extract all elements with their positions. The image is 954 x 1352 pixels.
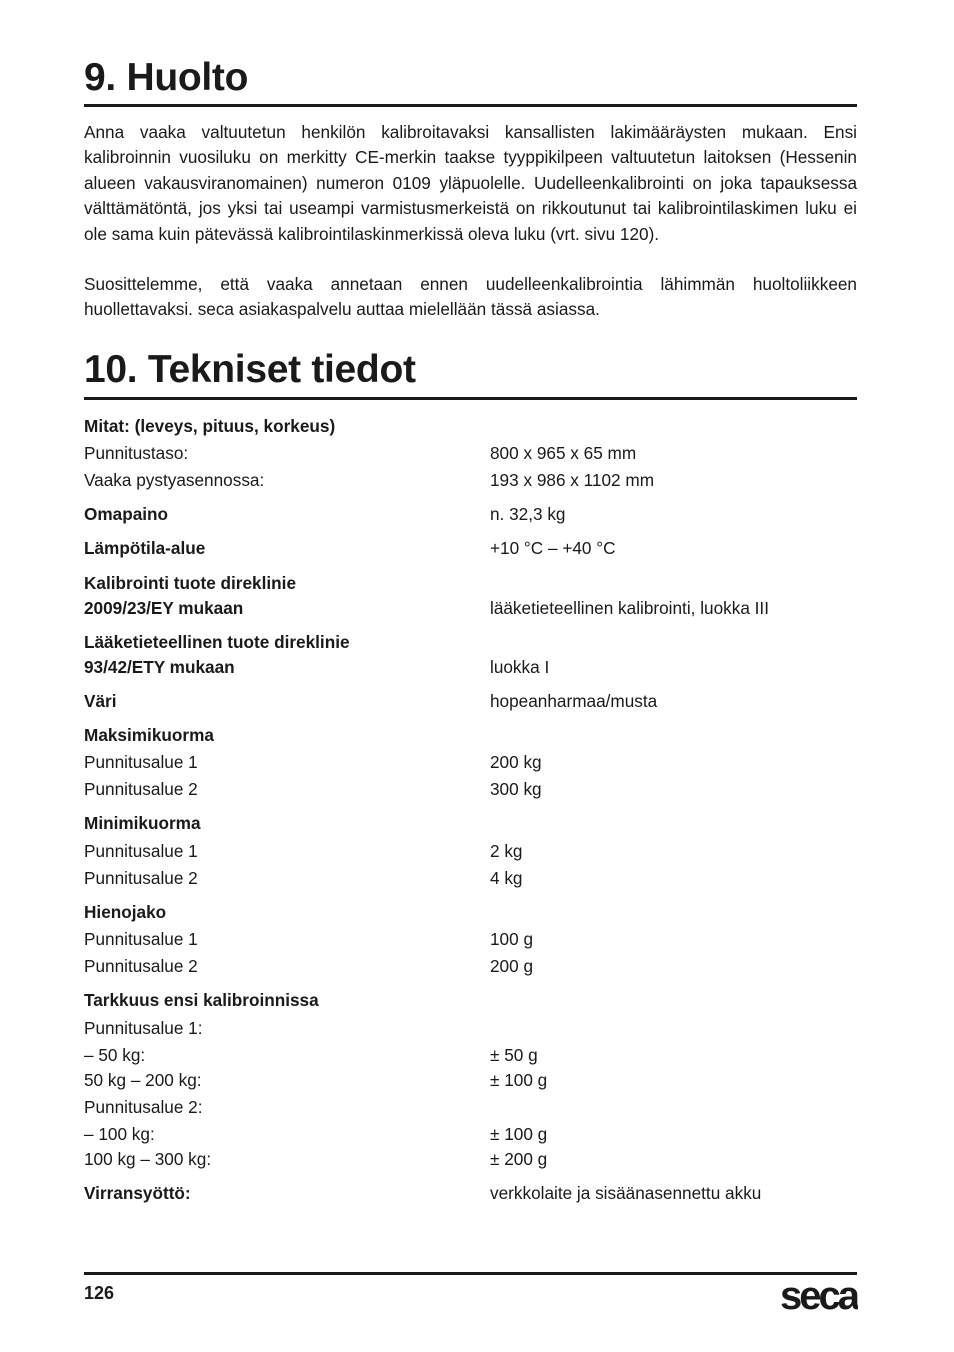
spec-value-tark-r1b: ± 100 g — [490, 1070, 548, 1090]
spec-value-punnitustaso: 800 x 965 x 65 mm — [490, 443, 637, 463]
spec-label-max-r2: Punnitusalue 2 — [84, 779, 198, 799]
spec-label-max-r1: Punnitusalue 1 — [84, 752, 198, 772]
section-9-paragraph-2: Suosittelemme, että vaaka annetaan ennen uudelleenkalibrointia lähimmän huoltoliikkeen huollettavaksi. seca asiakaspalvelu auttaa mielellään tässä asiassa. — [84, 274, 857, 320]
section-9-paragraph-1: Anna vaaka valtuutetun henkilön kalibroitavaksi kansallisten lakimääräysten mukaan. Ensi kalibroinnin vuosiluku on merkitty CE-merkin taakse tyyppikilpeen valtuutetun laitoksen (Hessenin alueen vakausviranomainen) numeron 0109 yläpuolelle. Uudelleenkalibrointi on joka tapauksessa välttämätöntä, jos yksi tai useampi varmistusmerkeistä on rikkoutunut tai kalibrointilaskimen luku ei ole sama kuin pätevässä kalibrointilaskinmerkissä oleva luku (vrt. sivu 120). — [84, 122, 857, 244]
spec-heading-minimikuorma: Minimikuorma — [84, 813, 201, 833]
spec-value-vari: hopeanharmaa/musta — [490, 691, 658, 711]
section-10-title: 10. Tekniset tiedot — [84, 348, 416, 391]
spec-value-tark-r2b: ± 200 g — [490, 1149, 548, 1169]
spec-value-lampotila: +10 °C – +40 °C — [490, 538, 616, 558]
seca-logo — [778, 1273, 858, 1313]
spec-label-laaketiet-2: 93/42/ETY mukaan — [84, 657, 235, 677]
spec-label-hieno-r1: Punnitusalue 1 — [84, 929, 198, 949]
spec-value-max-r2: 300 kg — [490, 779, 542, 799]
spec-value-hieno-r1: 100 g — [490, 929, 534, 949]
spec-label-tark-r1b: 50 kg – 200 kg: — [84, 1070, 202, 1090]
spec-heading-maksimikuorma: Maksimikuorma — [84, 725, 214, 745]
spec-value-omapaino: n. 32,3 kg — [490, 504, 566, 524]
footer-rule — [84, 1272, 857, 1275]
spec-value-hieno-r2: 200 g — [490, 956, 534, 976]
spec-label-min-r2: Punnitusalue 2 — [84, 868, 198, 888]
spec-label-pysty: Vaaka pystyasennossa: — [84, 470, 265, 490]
spec-label-hieno-r2: Punnitusalue 2 — [84, 956, 198, 976]
spec-label-tark-range1: Punnitusalue 1: — [84, 1018, 203, 1038]
spec-value-virransyotto: verkkolaite ja sisäänasennettu akku — [490, 1183, 762, 1203]
seca-logo-text: seca — [780, 1274, 857, 1313]
spec-label-min-r1: Punnitusalue 1 — [84, 841, 198, 861]
spec-value-min-r1: 2 kg — [490, 841, 523, 861]
spec-value-min-r2: 4 kg — [490, 868, 523, 888]
spec-label-kalibrointi-1: Kalibrointi tuote direklinie — [84, 573, 296, 593]
section-9-title: 9. Huolto — [84, 56, 249, 99]
spec-label-tark-range2: Punnitusalue 2: — [84, 1097, 203, 1117]
spec-label-omapaino: Omapaino — [84, 504, 169, 524]
spec-label-kalibrointi-2: 2009/23/EY mukaan — [84, 598, 244, 618]
section-9-rule — [84, 104, 857, 107]
spec-label-tark-r2b: 100 kg – 300 kg: — [84, 1149, 212, 1169]
spec-label-laaketiet-1: Lääketieteellinen tuote direklinie — [84, 632, 350, 652]
spec-value-max-r1: 200 kg — [490, 752, 542, 772]
spec-label-virransyotto: Virransyöttö: — [84, 1183, 191, 1203]
spec-label-punnitustaso: Punnitustaso: — [84, 443, 189, 463]
spec-value-tark-r1a: ± 50 g — [490, 1045, 538, 1065]
spec-label-tark-r1a: – 50 kg: — [84, 1045, 146, 1065]
spec-value-kalibrointi: lääketieteellinen kalibrointi, luokka III — [490, 598, 769, 618]
spec-heading-hienojako: Hienojako — [84, 902, 167, 922]
spec-value-pysty: 193 x 986 x 1102 mm — [490, 470, 655, 490]
spec-label-tark-r2a: – 100 kg: — [84, 1124, 155, 1144]
spec-value-tark-r2a: ± 100 g — [490, 1124, 548, 1144]
spec-value-laaketiet: luokka I — [490, 657, 550, 677]
spec-label-vari: Väri — [84, 691, 117, 711]
spec-label-lampotila: Lämpötila-alue — [84, 538, 206, 558]
section-10-rule — [84, 397, 857, 400]
spec-heading-mitat: Mitat: (leveys, pituus, korkeus) — [84, 416, 336, 436]
spec-heading-tarkkuus: Tarkkuus ensi kalibroinnissa — [84, 990, 319, 1010]
page-number: 126 — [84, 1283, 115, 1303]
